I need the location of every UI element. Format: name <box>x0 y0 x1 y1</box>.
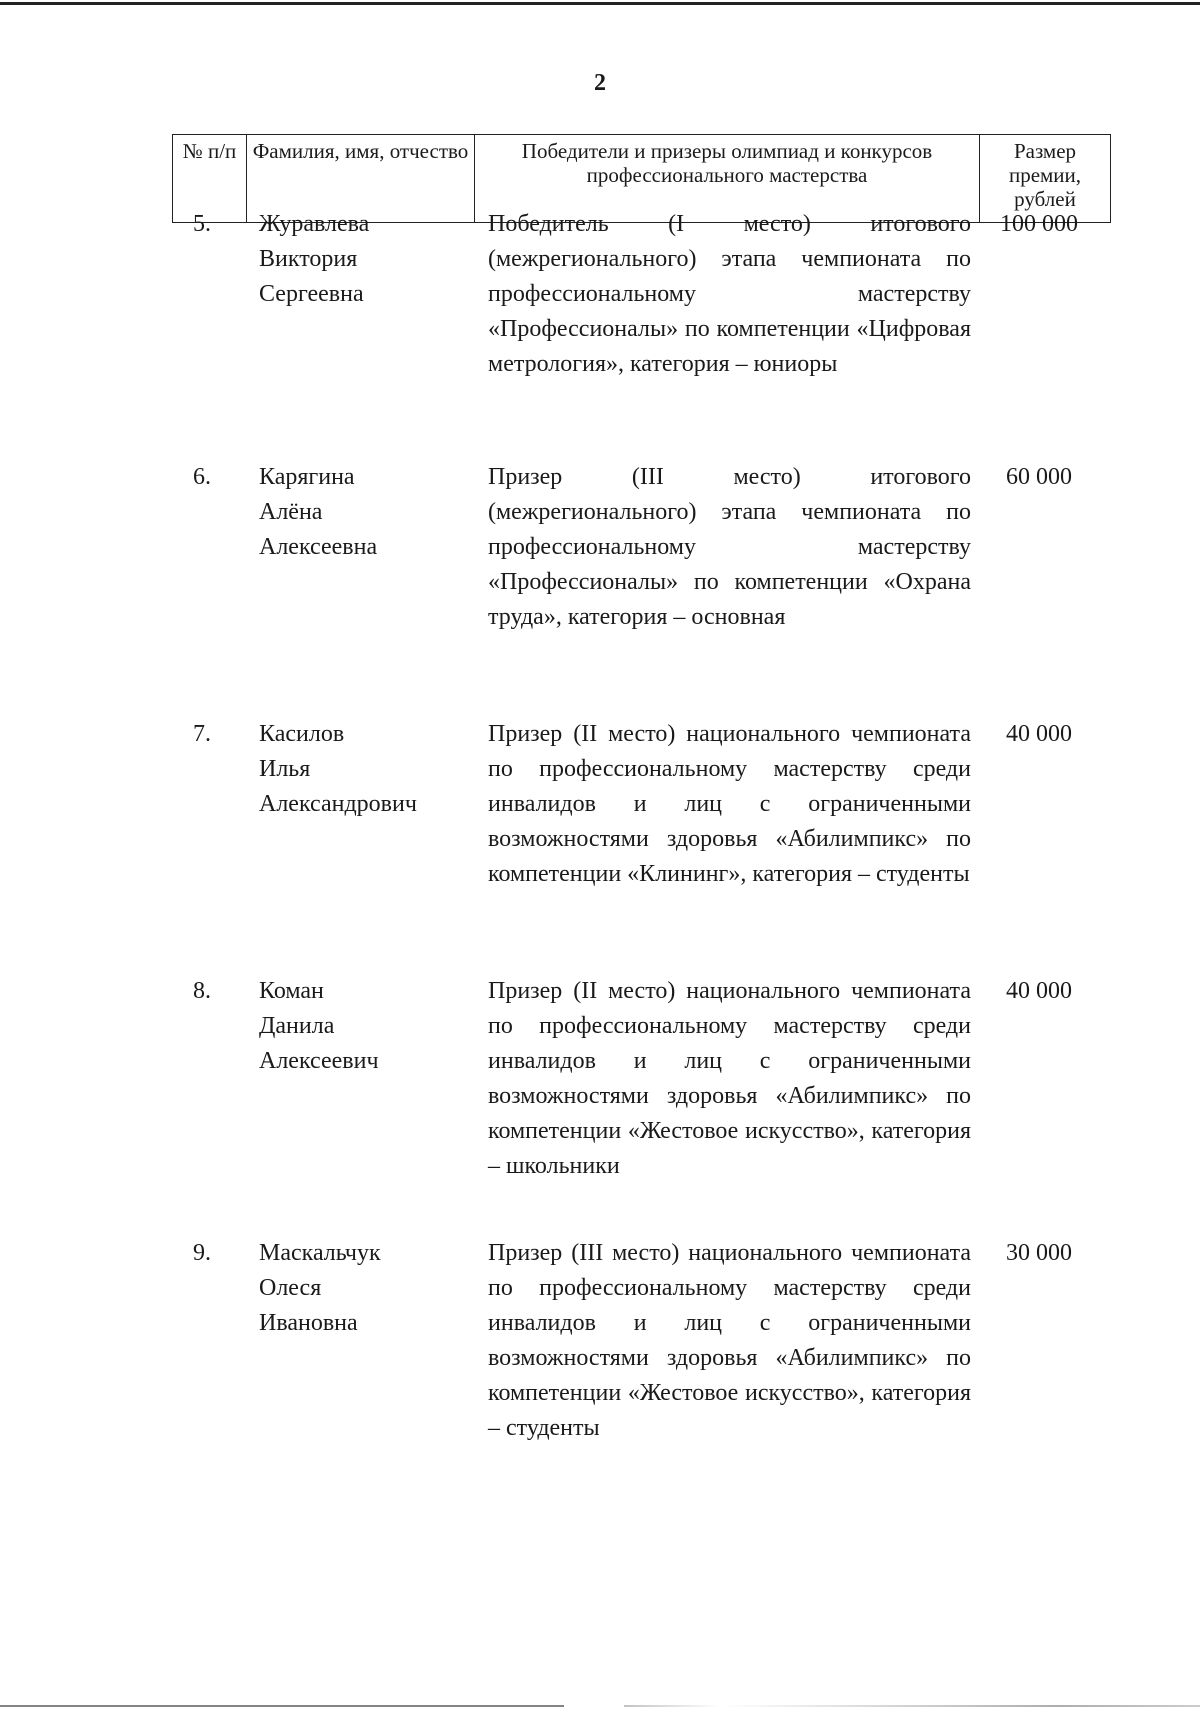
row-full-name <box>259 207 479 312</box>
first-name: Виктория <box>259 246 358 272</box>
row-description: Призер (II место) национального чемпионата по профессиональному мастерству среди инвалидов и лиц с ограниченными возможностями здоровья «Абилимпикс» по компетенции «Жестовое искусство», категория – школьники <box>488 978 971 1179</box>
patronymic: Александрович <box>259 791 417 817</box>
patronymic: Алексеевич <box>259 1048 379 1074</box>
patronymic: Сергеевна <box>259 281 364 307</box>
row-amount: 30 000 <box>1006 1240 1072 1266</box>
row-number: 5. <box>193 211 211 237</box>
first-name: Олеся <box>259 1275 322 1301</box>
first-name: Алёна <box>259 499 323 525</box>
row-number: 8. <box>193 978 211 1004</box>
first-name: Данила <box>259 1013 335 1039</box>
surname: Коман <box>259 978 324 1004</box>
row-full-name <box>259 1236 479 1341</box>
surname: Карягина <box>259 464 355 490</box>
row-description: Победитель (I место) итогового (межрегионального) этапа чемпионата по профессиональному мастерству «Профессионалы» по компетенции «Цифровая метрология», категория – юниоры <box>488 211 971 377</box>
patronymic: Ивановна <box>259 1310 358 1336</box>
row-number: 7. <box>193 721 211 747</box>
header-description: Победители и призеры олимпиад и конкурсов профессионального мастерства <box>475 135 980 223</box>
row-amount: 40 000 <box>1006 978 1072 1004</box>
scan-artifact-line <box>0 1705 1200 1707</box>
top-border-line <box>0 2 1200 5</box>
row-amount: 60 000 <box>1006 464 1072 490</box>
row-description: Призер (II место) национального чемпионата по профессиональному мастерству среди инвалидов и лиц с ограниченными возможностями здоровья «Абилимпикс» по компетенции «Клининг», категория – студенты <box>488 721 971 887</box>
first-name: Илья <box>259 756 311 782</box>
row-number: 9. <box>193 1240 211 1266</box>
header-number: № п/п <box>173 135 247 223</box>
patronymic: Алексеевна <box>259 534 378 560</box>
surname: Касилов <box>259 721 345 747</box>
row-amount: 100 000 <box>1000 211 1078 237</box>
row-full-name <box>259 717 479 822</box>
surname: Маскальчук <box>259 1240 381 1266</box>
page-number: 2 <box>594 70 606 96</box>
row-full-name <box>259 460 479 565</box>
surname: Журавлева <box>259 211 370 237</box>
header-amount: Размер премии, рублей <box>980 135 1111 223</box>
row-amount: 40 000 <box>1006 721 1072 747</box>
header-full-name: Фамилия, имя, отчество <box>247 135 475 223</box>
row-full-name <box>259 974 479 1079</box>
row-description: Призер (III место) итогового (межрегионального) этапа чемпионата по профессиональному мастерству «Профессионалы» по компетенции «Охрана труда», категория – основная <box>488 464 971 630</box>
row-number: 6. <box>193 464 211 490</box>
row-description: Призер (III место) национального чемпионата по профессиональному мастерству среди инвалидов и лиц с ограниченными возможностями здоровья «Абилимпикс» по компетенции «Жестовое искусство», категория – студенты <box>488 1240 971 1441</box>
